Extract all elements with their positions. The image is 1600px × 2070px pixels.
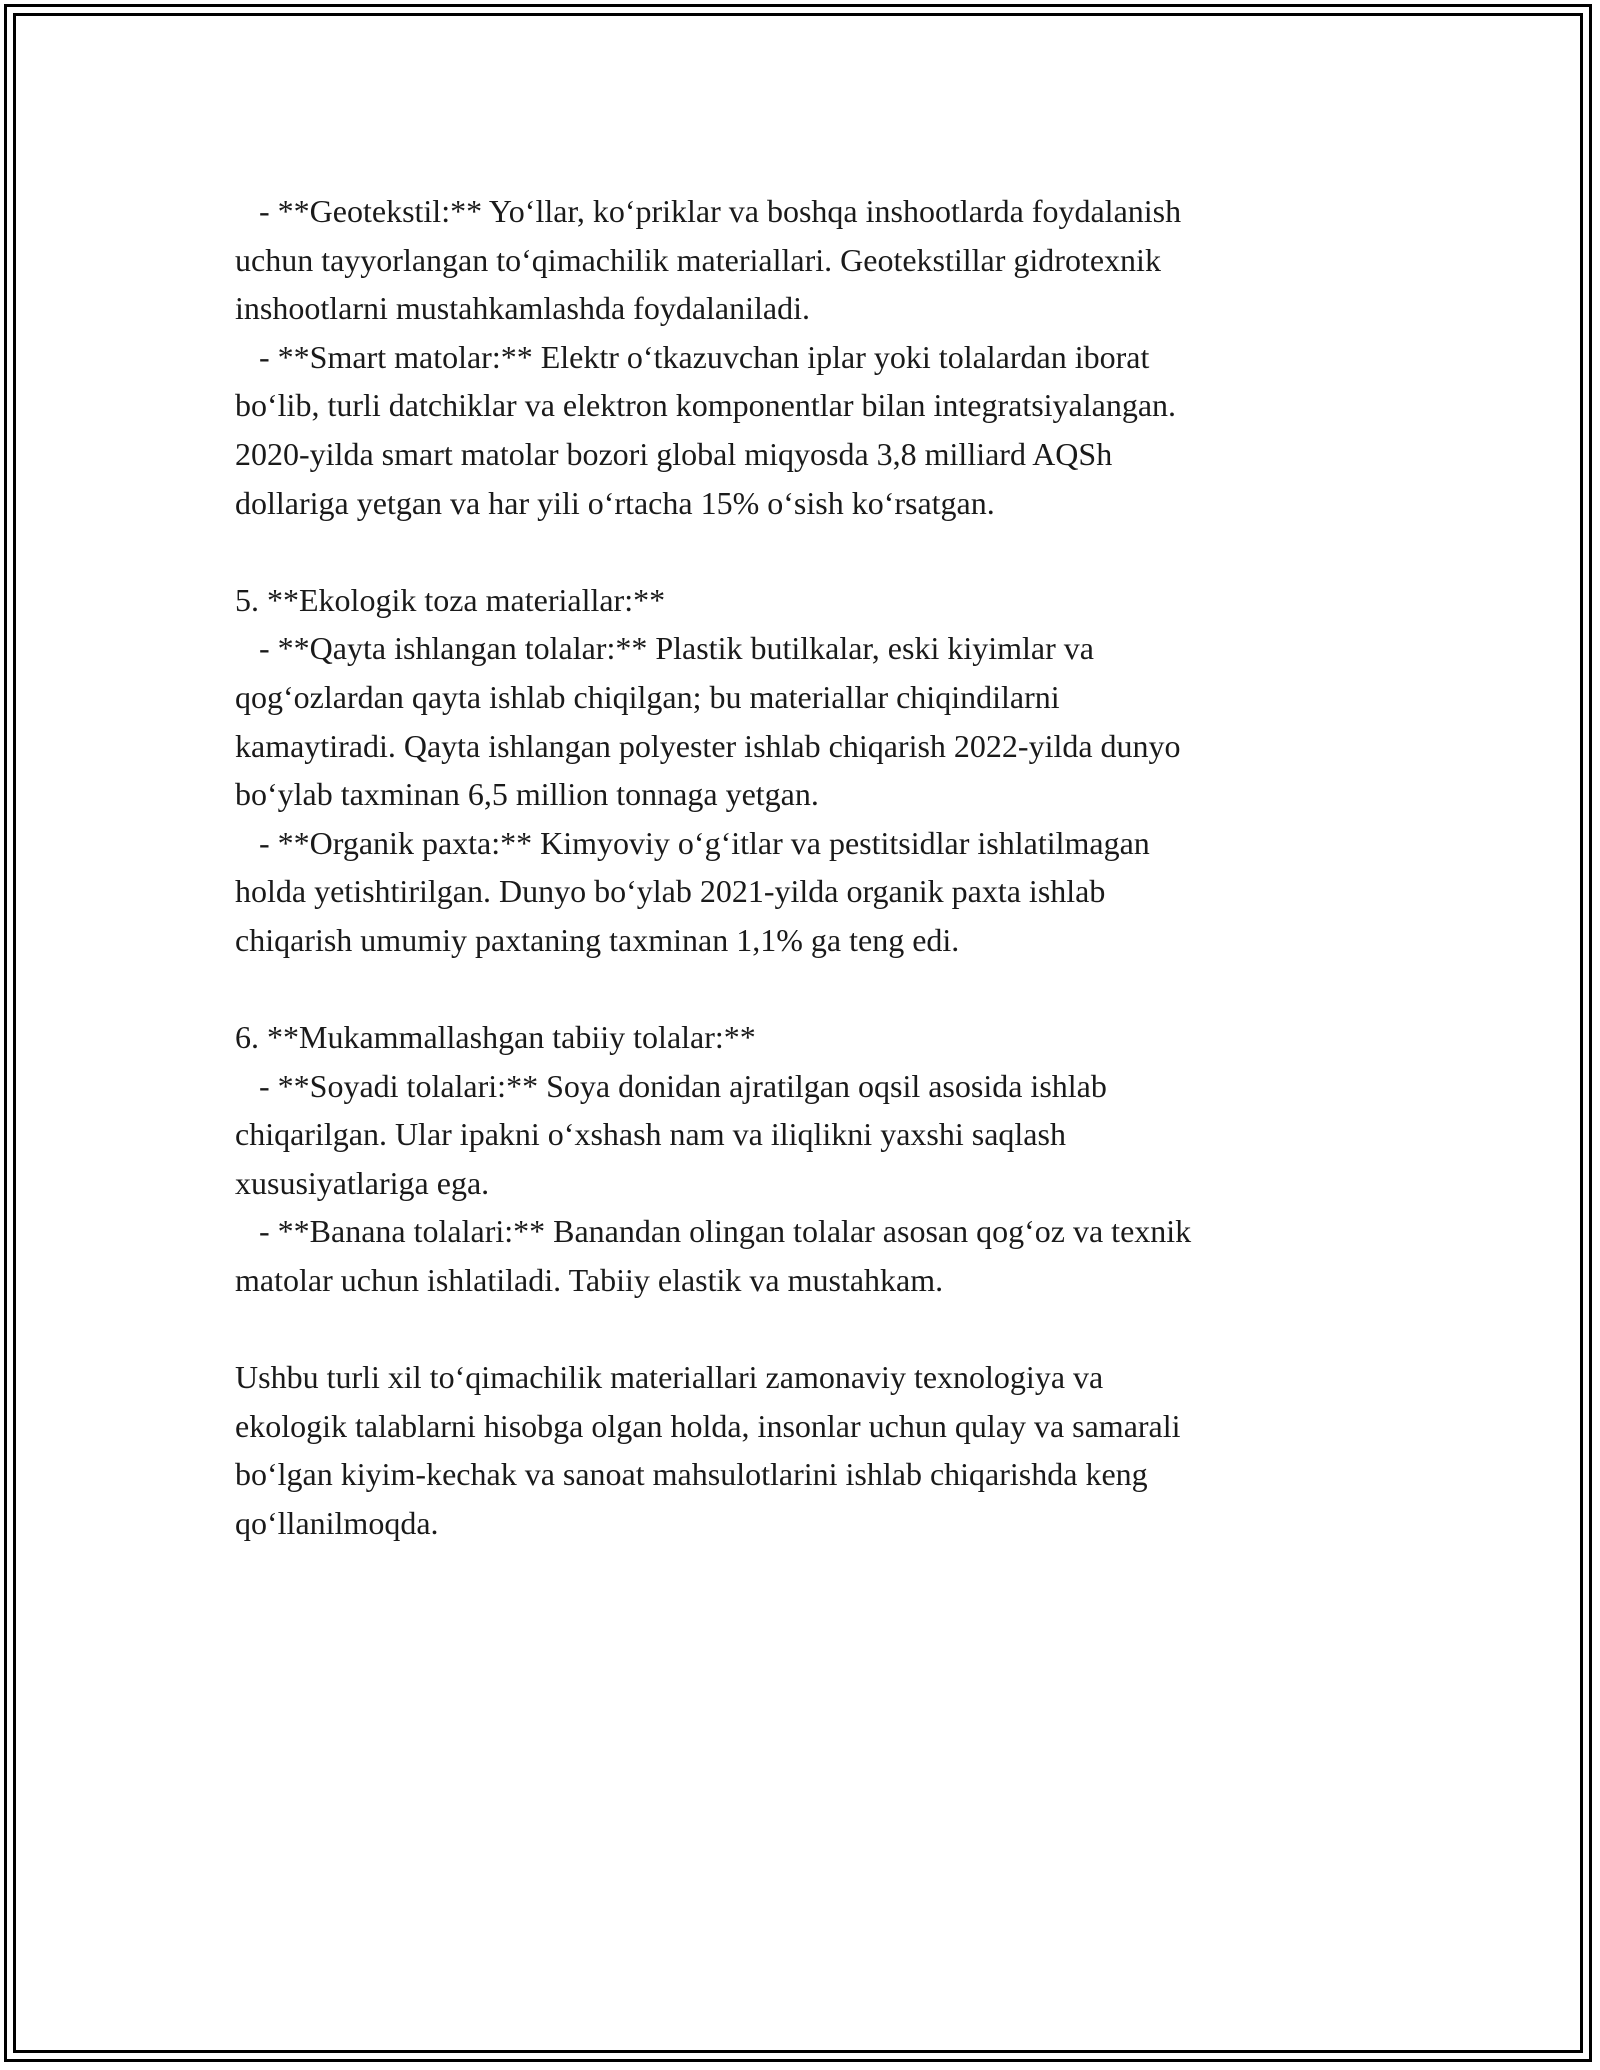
- conclusion-line: Ushbu turli xil to‘qimachilik materiallari zamonaviy texnologiya va: [235, 1359, 1104, 1396]
- text-line: matolar uchun ishlatiladi. Tabiiy elastik va mustahkam.: [235, 1262, 944, 1299]
- paragraph-gap: [235, 1305, 1365, 1354]
- text-line: inshootlarni mustahkamlashda foydalaniladi.: [235, 290, 810, 327]
- section-heading: 5. **Ekologik toza materiallar:**: [235, 581, 666, 618]
- conclusion-line: ekologik talablarni hisobga olgan holda, insonlar uchun qulay va samarali: [235, 1407, 1181, 1444]
- conclusion-line: qo‘llanilmoqda.: [235, 1505, 439, 1542]
- text-line: uchun tayyorlangan to‘qimachilik materiallari. Geotekstillar gidrotexnik: [235, 241, 1161, 278]
- text-line: - **Banana tolalari:** Banandan olingan tolalar asosan qog‘oz va texnik: [235, 1213, 1192, 1250]
- text-line: kamaytiradi. Qayta ishlangan polyester ishlab chiqarish 2022-yilda dunyo: [235, 727, 1181, 764]
- section-heading: 6. **Mukammallashgan tabiiy tolalar:**: [235, 1019, 756, 1056]
- text-line: - **Soyadi tolalari:** Soya donidan ajratilgan oqsil asosida ishlab: [235, 1067, 1107, 1104]
- paragraph-gap: [235, 527, 1365, 576]
- paragraph-gap: [235, 965, 1365, 1014]
- text-line: chiqarilgan. Ular ipakni o‘xshash nam va iliqlikni yaxshi saqlash: [235, 1116, 1066, 1153]
- text-line: chiqarish umumiy paxtaning taxminan 1,1% ga teng edi.: [235, 921, 960, 958]
- text-line: xususiyatlariga ega.: [235, 1164, 490, 1201]
- text-line: bo‘ylab taxminan 6,5 million tonnaga yetgan.: [235, 776, 819, 813]
- text-line: holda yetishtirilgan. Dunyo bo‘ylab 2021-yilda organik paxta ishlab: [235, 873, 1106, 910]
- document-body: [235, 187, 1365, 1548]
- text-line: - **Qayta ishlangan tolalar:** Plastik butilkalar, eski kiyimlar va: [235, 630, 1094, 667]
- conclusion-line: bo‘lgan kiyim-kechak va sanoat mahsulotlarini ishlab chiqarishda keng: [235, 1456, 1148, 1493]
- text-line: - **Organik paxta:** Kimyoviy o‘g‘itlar va pestitsidlar ishlatilmagan: [235, 824, 1150, 861]
- text-line: dollariga yetgan va har yili o‘rtacha 15% o‘sish ko‘rsatgan.: [235, 484, 995, 521]
- text-line: bo‘lib, turli datchiklar va elektron komponentlar bilan integratsiyalangan.: [235, 387, 1177, 424]
- text-line: 2020-yilda smart matolar bozori global miqyosda 3,8 milliard AQSh: [235, 435, 1113, 472]
- text-line: - **Smart matolar:** Elektr o‘tkazuvchan iplar yoki tolalardan iborat: [235, 338, 1150, 375]
- text-line: qog‘ozlardan qayta ishlab chiqilgan; bu materiallar chiqindilarni: [235, 678, 1060, 715]
- text-line: - **Geotekstil:** Yo‘llar, ko‘priklar va boshqa inshootlarda foydalanish: [235, 193, 1182, 229]
